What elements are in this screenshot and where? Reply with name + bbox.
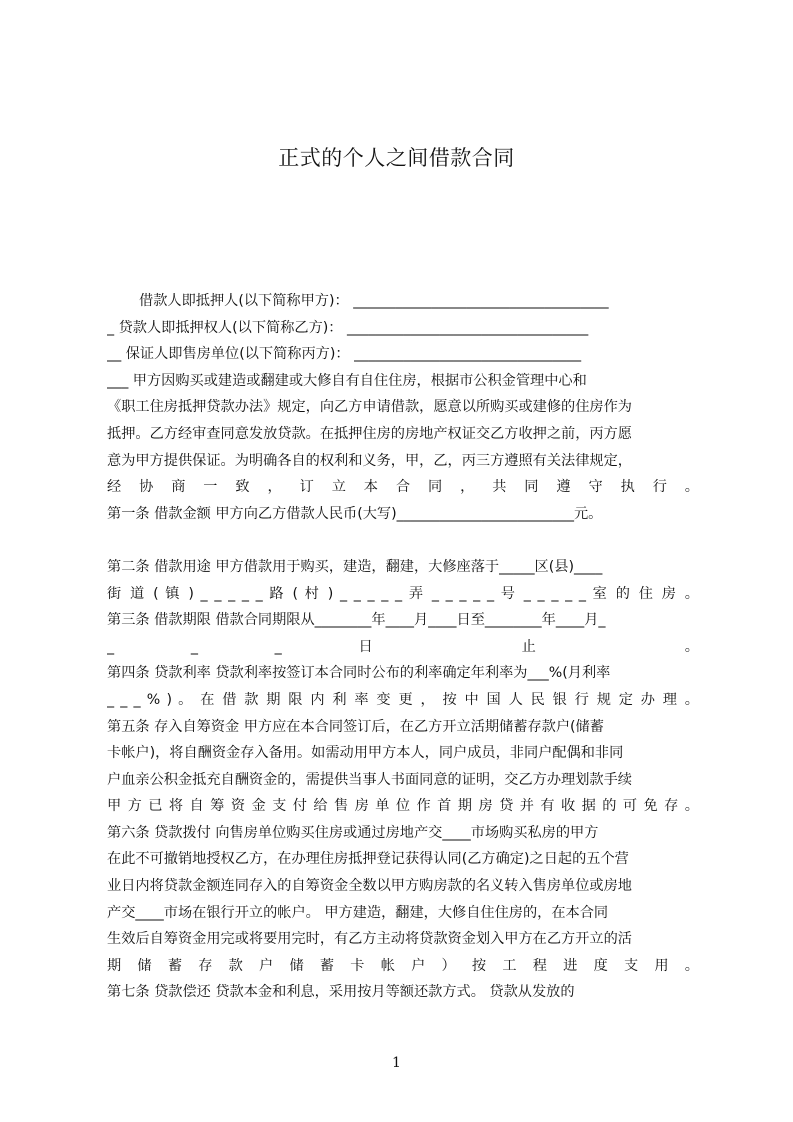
- text-line: 经 协 商 一 致 ， 订 立 本 合 同 ， 共 同 遵 守 执 行 。: [107, 479, 699, 496]
- text-line: 业日内将贷款金额连同存入的自筹资金全数以甲方购房款的名义转入售房单位或房地: [107, 878, 632, 895]
- article-2-line: 第二条 借款用途 甲方借款用于购买，建造，翻建，大修座落于_____区(县)____: [107, 558, 603, 575]
- text-line: 卡帐户)，将自酬资金存入备用。如需动用甲方本人，同户成员，非同户配偶和非同: [107, 745, 624, 762]
- text-line: 街 道 ( 镇 ) _ _ _ _ _ 路 ( 村 ) _ _ _ _ _ 弄 _ _ _ _ _ 号 _ _ _ _ _ 室 的 住 房 。: [107, 585, 699, 602]
- contract-body: [107, 288, 699, 1006]
- text-line: 甲 方 已 将 自 筹 资 金 支 付 给 售 房 单 位 作 首 期 房 贷 并 有 收 据 的 可 免 存 。: [107, 798, 699, 815]
- text-line: _ _ _ 日 止 。: [107, 638, 699, 655]
- document-title: 正式的个人之间借款合同: [278, 146, 515, 170]
- text-line: 产交____市场在银行开立的帐户。 甲方建造，翻建，大修自住住房的，在本合同: [107, 904, 609, 921]
- article-3-line: 第三条 借款期限 借款合同期限从________年____月____日至________年____月_: [107, 612, 606, 629]
- article-1-line: 第一条 借款金额 甲方向乙方借款人民币(大写)_________________________元。: [107, 505, 603, 522]
- text-line: 抵押。乙方经审查同意发放贷款。在抵押住房的房地产权证交乙方收押之前，丙方愿: [107, 425, 632, 442]
- text-line: 《职工住房抵押贷款办法》规定，向乙方申请借款，愿意以所购买或建修的住房作为: [107, 399, 632, 416]
- text-line: 意为甲方提供保证。为明确各自的权利和义务，甲，乙，丙三方遵照有关法律规定，: [107, 452, 632, 469]
- text-line: 户血亲公积金抵充自酬资金的，需提供当事人书面同意的证明，交乙方办理划款手续: [107, 771, 632, 788]
- text-line: 在此不可撤销地授权乙方，在办理住房抵押登记获得认同(乙方确定)之日起的五个营: [107, 851, 629, 868]
- text-line: ___ 甲方因购买或建造或翻建或大修自有自住住房，根据市公积金管理中心和: [107, 372, 587, 389]
- article-7-line: 第七条 贷款偿还 贷款本金和利息，采用按月等额还款方式。 贷款从发放的: [107, 984, 575, 1001]
- page-number: 1: [392, 1055, 401, 1071]
- text-line: _ _ _ % ) 。 在 借 款 期 限 内 利 率 变 更 ， 按 中 国 人 民 银 行 规 定 办 理 。: [107, 691, 699, 708]
- article-4-line: 第四条 贷款利率 贷款利率按签订本合同时公布的利率确定年利率为___%(月利率: [107, 665, 611, 682]
- text-line: _ 贷款人即抵押权人(以下简称乙方)： __________________________________: [107, 319, 589, 336]
- article-6-line: 第六条 贷款拨付 向售房单位购买住房或通过房地产交____市场购买私房的甲方: [107, 824, 599, 841]
- text-line: 生效后自筹资金用完或将要用完时，有乙方主动将贷款资金划入甲方在乙方开立的活: [107, 931, 632, 948]
- article-5-line: 第五条 存入自筹资金 甲方应在本合同签订后，在乙方开立活期储蓄存款户(储蓄: [107, 718, 604, 735]
- text-line: 借款人即抵押人(以下简称甲方)： ____________________________________: [139, 293, 609, 309]
- text-line: 期 储 蓄 存 款 户 储 蓄 卡 帐 户 ） 按 工 程 进 度 支 用 。: [107, 957, 699, 974]
- text-line: __ 保证人即售房单位(以下简称丙方)： ________________________________: [107, 346, 582, 363]
- blank-line: [107, 527, 699, 554]
